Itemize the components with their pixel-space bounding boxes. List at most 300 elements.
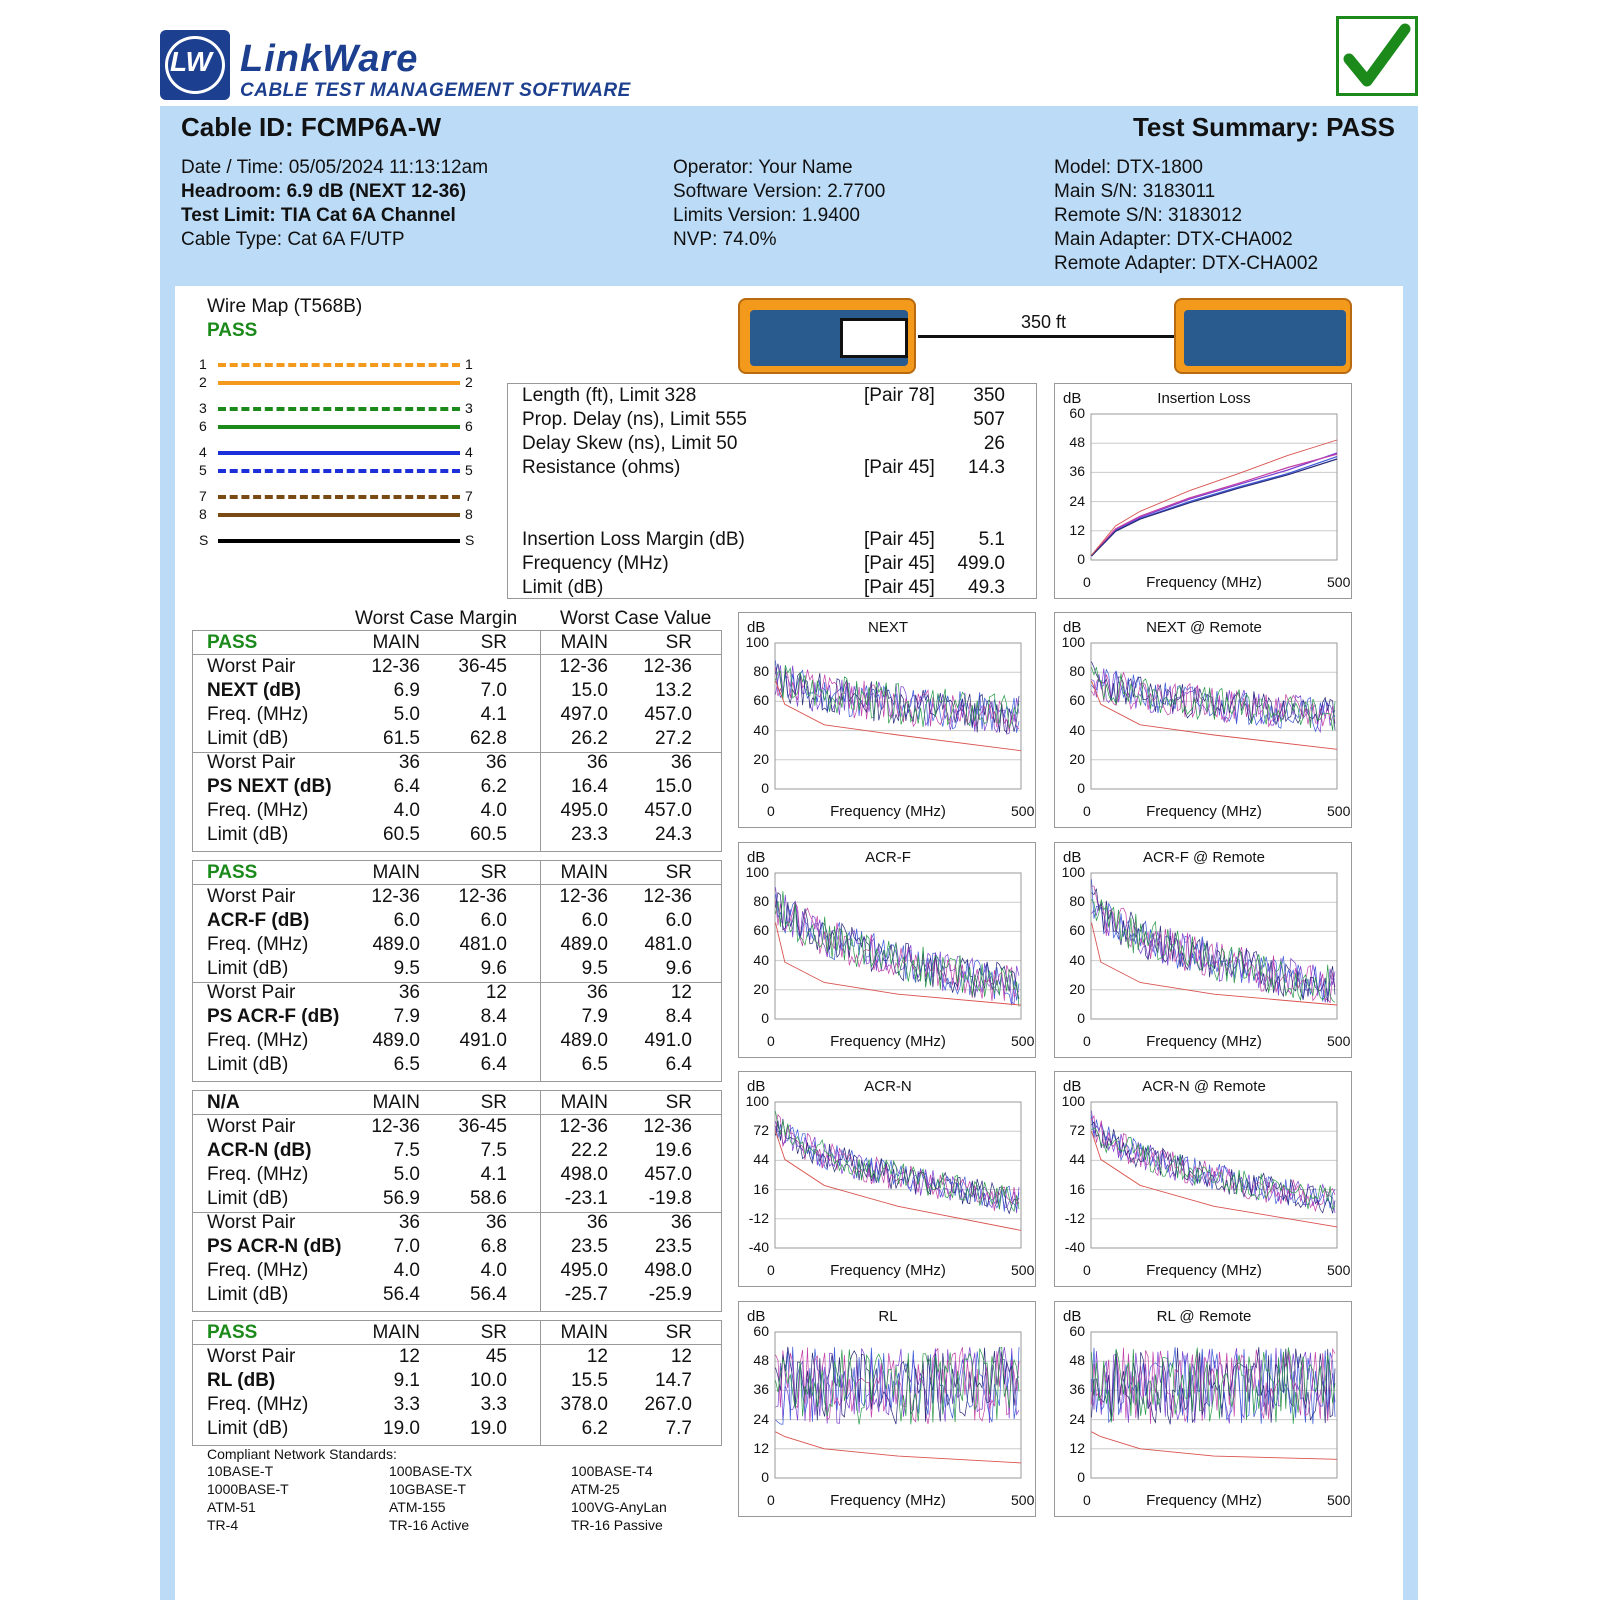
wire-line xyxy=(218,363,460,367)
table-cell: 12-36 xyxy=(371,1116,420,1137)
table-cell: 24.3 xyxy=(655,824,692,845)
y-tick-label: 100 xyxy=(745,1093,769,1109)
x-tick-label: 500 xyxy=(1011,1492,1035,1508)
table-cell: 22.2 xyxy=(571,1140,608,1161)
limits-version: Limits Version: 1.9400 xyxy=(673,205,860,226)
wire-pin-right: 8 xyxy=(465,506,473,522)
chart-panel xyxy=(1054,1301,1352,1517)
row-label: Worst Pair xyxy=(207,656,296,677)
table-cell: 12-36 xyxy=(458,886,507,907)
table-cell: 6.5 xyxy=(393,1054,420,1075)
wire-pin-right: 5 xyxy=(465,462,473,478)
y-tick-label: 16 xyxy=(753,1180,769,1197)
column-header: MAIN xyxy=(372,862,420,883)
chart-title: RL xyxy=(878,1308,898,1325)
y-tick-label: 72 xyxy=(753,1122,769,1139)
table-cell: 4.0 xyxy=(393,800,420,821)
data-series-line xyxy=(776,1121,1020,1213)
y-tick-label: 40 xyxy=(1069,721,1085,738)
y-tick-label: -40 xyxy=(748,1239,769,1255)
table-cell: 498.0 xyxy=(644,1260,692,1281)
x-tick-label: 0 xyxy=(767,1033,775,1049)
table-cell: 36 xyxy=(485,1212,507,1233)
wiremap-status: PASS xyxy=(207,320,258,341)
stat-value: 14.3 xyxy=(968,457,1005,478)
chart-plot xyxy=(1055,384,1353,600)
chart-ylabel: dB xyxy=(747,849,766,866)
stat-value: 507 xyxy=(973,409,1005,430)
table-cell: 9.6 xyxy=(665,958,692,979)
table-cell: 23.5 xyxy=(571,1236,608,1257)
x-tick-label: 500 xyxy=(1327,803,1351,819)
table-cell: 6.2 xyxy=(480,776,507,797)
table-cell: 6.4 xyxy=(393,776,420,797)
y-tick-label: 36 xyxy=(1069,1381,1085,1398)
data-series-line xyxy=(1092,453,1338,556)
stat-label: Resistance (ohms) xyxy=(522,457,681,478)
row-label: Limit (dB) xyxy=(207,1188,289,1209)
standard-item: TR-4 xyxy=(207,1517,239,1533)
table-cell: 19.0 xyxy=(470,1418,507,1439)
wire-pin-right: 7 xyxy=(465,488,473,504)
row-label: Limit (dB) xyxy=(207,1418,289,1439)
table-cell: 12-36 xyxy=(559,886,608,907)
wire-pin-right: 2 xyxy=(465,374,473,390)
info-column-2 xyxy=(673,156,885,252)
column-header: SR xyxy=(480,632,507,653)
table-cell: 27.2 xyxy=(655,728,692,749)
y-tick-label: 100 xyxy=(745,864,769,880)
stat-value: 350 xyxy=(973,385,1005,406)
y-tick-label: 60 xyxy=(753,692,769,709)
table-cell: 6.4 xyxy=(480,1054,507,1075)
y-tick-label: 60 xyxy=(753,1323,769,1339)
headroom: Headroom: 6.9 dB (NEXT 12-36) xyxy=(181,181,467,202)
wire-line xyxy=(218,407,460,411)
model: Model: DTX-1800 xyxy=(1054,157,1203,178)
table-cell: 56.9 xyxy=(383,1188,420,1209)
chart-xlabel: Frequency (MHz) xyxy=(1146,1262,1262,1279)
table-cell: 12-36 xyxy=(643,886,692,907)
y-tick-label: 80 xyxy=(1069,663,1085,680)
table-cell: 6.5 xyxy=(581,1054,608,1075)
chart-plot xyxy=(1055,843,1353,1059)
table-cell: 12-36 xyxy=(371,656,420,677)
table-cell: 5.0 xyxy=(393,704,420,725)
y-tick-label: 40 xyxy=(1069,951,1085,968)
x-tick-label: 0 xyxy=(767,1262,775,1278)
column-header: MAIN xyxy=(560,862,608,883)
worst-case-margin-header: Worst Case Margin xyxy=(355,608,518,629)
table-cell: 457.0 xyxy=(644,704,692,725)
wire-pin-left: S xyxy=(199,532,209,548)
table-cell: 60.5 xyxy=(470,824,507,845)
table-cell: 491.0 xyxy=(459,1030,507,1051)
table-cell: 4.0 xyxy=(480,800,507,821)
y-tick-label: 16 xyxy=(1069,1180,1085,1197)
chart-panel xyxy=(1054,842,1352,1058)
info-column-3 xyxy=(1054,156,1318,276)
y-tick-label: 36 xyxy=(1069,463,1085,480)
limit-line xyxy=(1092,440,1338,555)
wire-line xyxy=(218,469,460,473)
standard-item: ATM-155 xyxy=(389,1499,446,1515)
logo-badge-text: LW xyxy=(170,46,212,77)
chart-xlabel: Frequency (MHz) xyxy=(1146,574,1262,591)
chart-ylabel: dB xyxy=(1063,619,1082,636)
y-tick-label: 60 xyxy=(1069,405,1085,421)
y-tick-label: 80 xyxy=(753,893,769,910)
column-header: MAIN xyxy=(560,1092,608,1113)
row-label: Worst Pair xyxy=(207,752,296,773)
table-cell: 7.5 xyxy=(393,1140,420,1161)
main-adapter: Main Adapter: DTX-CHA002 xyxy=(1054,229,1293,250)
table-cell: 36 xyxy=(398,752,420,773)
standard-item: ATM-51 xyxy=(207,1499,256,1515)
table-cell: 23.3 xyxy=(571,824,608,845)
chart-panel xyxy=(738,612,1036,828)
row-label: Freq. (MHz) xyxy=(207,800,309,821)
y-tick-label: 24 xyxy=(1069,492,1085,509)
table-cell: 4.1 xyxy=(480,1164,507,1185)
table-cell: 12-36 xyxy=(559,656,608,677)
table-cell: 36 xyxy=(398,982,420,1003)
chart-title: NEXT xyxy=(867,619,908,636)
x-tick-label: 500 xyxy=(1011,803,1035,819)
chart-ylabel: dB xyxy=(747,1078,766,1095)
wire-line xyxy=(218,495,460,499)
nvp: NVP: 74.0% xyxy=(673,229,777,250)
table-cell: 9.5 xyxy=(581,958,608,979)
table-cell: 10.0 xyxy=(470,1370,507,1391)
y-tick-label: 60 xyxy=(1069,922,1085,939)
wire-pin-left: 3 xyxy=(199,400,207,416)
table-cell: 3.3 xyxy=(393,1394,420,1415)
x-tick-label: 0 xyxy=(1083,1033,1091,1049)
table-cell: 5.0 xyxy=(393,1164,420,1185)
column-header: SR xyxy=(665,1322,692,1343)
table-cell: 13.2 xyxy=(655,680,692,701)
chart-panel xyxy=(1054,612,1352,828)
stat-label: Limit (dB) xyxy=(522,577,604,598)
standard-item: 1000BASE-T xyxy=(207,1481,289,1497)
x-tick-label: 0 xyxy=(1083,803,1091,819)
pass-check-icon xyxy=(1336,16,1418,96)
test-limit: Test Limit: TIA Cat 6A Channel xyxy=(181,205,456,226)
row-label: Worst Pair xyxy=(207,982,296,1003)
stat-pair: [Pair 45] xyxy=(864,553,935,574)
data-series-line xyxy=(776,1124,1020,1212)
y-tick-label: 0 xyxy=(1077,1469,1085,1485)
table-cell: 12-36 xyxy=(371,886,420,907)
stat-label: Length (ft), Limit 328 xyxy=(522,385,697,406)
table-cell: 23.5 xyxy=(655,1236,692,1257)
section-status: N/A xyxy=(207,1092,240,1113)
cable-id: Cable ID: FCMP6A-W xyxy=(181,112,441,142)
y-tick-label: 44 xyxy=(1069,1151,1085,1168)
test-summary: Test Summary: PASS xyxy=(1132,112,1395,142)
cable-length-label: 350 ft xyxy=(1021,312,1067,332)
y-tick-label: 36 xyxy=(753,1381,769,1398)
chart-title: ACR-N xyxy=(864,1078,912,1095)
wire-pin-left: 6 xyxy=(199,418,207,434)
standard-item: 100BASE-T4 xyxy=(571,1463,653,1479)
data-series-line xyxy=(1092,459,1338,556)
wire-pin-left: 8 xyxy=(199,506,207,522)
y-tick-label: 24 xyxy=(1069,1410,1085,1427)
x-tick-label: 500 xyxy=(1327,1262,1351,1278)
table-cell: 7.9 xyxy=(581,1006,608,1027)
y-tick-label: 44 xyxy=(753,1151,769,1168)
y-tick-label: 0 xyxy=(761,780,769,796)
chart-ylabel: dB xyxy=(1063,849,1082,866)
chart-title: ACR-F @ Remote xyxy=(1143,849,1265,866)
y-tick-label: 20 xyxy=(753,750,769,767)
date-time: Date / Time: 05/05/2024 11:13:12am xyxy=(181,157,489,178)
table-cell: 15.5 xyxy=(571,1370,608,1391)
chart-plot xyxy=(739,1072,1037,1288)
table-cell: 16.4 xyxy=(571,776,608,797)
y-tick-label: 80 xyxy=(1069,893,1085,910)
column-header: MAIN xyxy=(372,632,420,653)
y-tick-label: 40 xyxy=(753,721,769,738)
table-cell: 36 xyxy=(586,982,608,1003)
row-label: RL (dB) xyxy=(207,1370,276,1391)
y-tick-label: -40 xyxy=(1064,1239,1085,1255)
wire-line xyxy=(218,539,460,543)
chart-title: NEXT @ Remote xyxy=(1146,619,1262,636)
data-series-line xyxy=(1092,457,1338,556)
row-label: Freq. (MHz) xyxy=(207,1030,309,1051)
chart-ylabel: dB xyxy=(1063,1308,1082,1325)
data-series-line xyxy=(1092,1128,1336,1209)
stat-value: 26 xyxy=(983,433,1005,454)
table-cell: 267.0 xyxy=(644,1394,692,1415)
plot-frame xyxy=(775,873,1021,1019)
chart-panel xyxy=(738,1071,1036,1287)
wire-pin-left: 5 xyxy=(199,462,207,478)
row-label: PS ACR-N (dB) xyxy=(207,1236,342,1257)
chart-panel xyxy=(738,842,1036,1058)
chart-title: Insertion Loss xyxy=(1157,390,1251,407)
table-cell: 15.0 xyxy=(655,776,692,797)
table-cell: 12 xyxy=(670,1346,692,1367)
y-tick-label: 72 xyxy=(1069,1122,1085,1139)
table-cell: 12 xyxy=(398,1346,420,1367)
table-cell: 12-36 xyxy=(643,1116,692,1137)
table-cell: 6.9 xyxy=(393,680,420,701)
table-cell: 36 xyxy=(586,1212,608,1233)
row-label: Limit (dB) xyxy=(207,1054,289,1075)
stat-pair: [Pair 45] xyxy=(864,577,935,598)
chart-ylabel: dB xyxy=(747,1308,766,1325)
y-tick-label: 0 xyxy=(761,1469,769,1485)
stat-label: Prop. Delay (ns), Limit 555 xyxy=(522,409,747,430)
table-cell: 12 xyxy=(485,982,507,1003)
chart-ylabel: dB xyxy=(1063,390,1082,407)
table-cell: -23.1 xyxy=(564,1188,608,1209)
row-label: NEXT (dB) xyxy=(207,680,301,701)
x-tick-label: 0 xyxy=(1083,1262,1091,1278)
table-cell: -25.9 xyxy=(648,1284,692,1305)
x-tick-label: 0 xyxy=(1083,1492,1091,1508)
table-cell: 495.0 xyxy=(560,1260,608,1281)
table-cell: 6.0 xyxy=(665,910,692,931)
row-label: ACR-F (dB) xyxy=(207,910,310,931)
data-series-line xyxy=(776,1119,1020,1214)
chart-title: ACR-F xyxy=(865,849,911,866)
table-cell: 9.5 xyxy=(393,958,420,979)
row-label: ACR-N (dB) xyxy=(207,1140,312,1161)
y-tick-label: 60 xyxy=(1069,692,1085,709)
y-tick-label: 20 xyxy=(1069,750,1085,767)
chart-plot xyxy=(739,1302,1037,1518)
row-label: Freq. (MHz) xyxy=(207,1394,309,1415)
standard-item: TR-16 Active xyxy=(389,1517,470,1533)
y-tick-label: 12 xyxy=(1069,521,1085,538)
y-tick-label: 48 xyxy=(753,1352,769,1369)
chart-xlabel: Frequency (MHz) xyxy=(830,803,946,820)
table-cell: 19.6 xyxy=(655,1140,692,1161)
table-cell: 6.8 xyxy=(480,1236,507,1257)
y-tick-label: 20 xyxy=(1069,980,1085,997)
stat-pair: [Pair 78] xyxy=(864,385,935,406)
data-series-line xyxy=(1092,1122,1336,1213)
wiremap-title: Wire Map (T568B) xyxy=(207,296,363,317)
standard-item: 100BASE-TX xyxy=(389,1463,473,1479)
y-tick-label: 48 xyxy=(1069,1352,1085,1369)
column-header: MAIN xyxy=(372,1092,420,1113)
table-cell: 36 xyxy=(398,1212,420,1233)
y-tick-label: 100 xyxy=(745,634,769,650)
column-header: SR xyxy=(665,632,692,653)
chart-title: RL @ Remote xyxy=(1156,1308,1252,1325)
wire-pin-left: 2 xyxy=(199,374,207,390)
wire-line xyxy=(218,513,460,517)
worst-case-value-header: Worst Case Value xyxy=(560,608,712,629)
table-cell: 4.0 xyxy=(480,1260,507,1281)
table-cell: 45 xyxy=(485,1346,507,1367)
table-cell: 8.4 xyxy=(665,1006,692,1027)
chart-plot xyxy=(1055,613,1353,829)
chart-plot xyxy=(1055,1302,1353,1518)
cable-type: Cable Type: Cat 6A F/UTP xyxy=(181,229,405,250)
y-tick-label: 80 xyxy=(753,663,769,680)
column-header: SR xyxy=(665,862,692,883)
chart-xlabel: Frequency (MHz) xyxy=(1146,803,1262,820)
table-cell: 8.4 xyxy=(480,1006,507,1027)
standard-item: 10BASE-T xyxy=(207,1463,274,1479)
chart-xlabel: Frequency (MHz) xyxy=(830,1033,946,1050)
table-cell: 36 xyxy=(485,752,507,773)
table-cell: 7.0 xyxy=(393,1236,420,1257)
row-label: Worst Pair xyxy=(207,886,296,907)
table-cell: 36 xyxy=(670,752,692,773)
header-divider xyxy=(192,1344,722,1345)
row-label: Limit (dB) xyxy=(207,824,289,845)
row-label: Freq. (MHz) xyxy=(207,934,309,955)
wire-pin-left: 7 xyxy=(199,488,207,504)
table-cell: -25.7 xyxy=(564,1284,608,1305)
row-label: Freq. (MHz) xyxy=(207,1260,309,1281)
data-series-line xyxy=(776,887,1020,1003)
table-cell: 4.1 xyxy=(480,704,507,725)
logo-subtitle: CABLE TEST MANAGEMENT SOFTWARE xyxy=(240,80,631,101)
table-cell: 36-45 xyxy=(458,1116,507,1137)
stat-value: 5.1 xyxy=(978,529,1005,550)
y-tick-label: 48 xyxy=(1069,434,1085,451)
table-cell: 58.6 xyxy=(470,1188,507,1209)
table-cell: 3.3 xyxy=(480,1394,507,1415)
chart-xlabel: Frequency (MHz) xyxy=(830,1262,946,1279)
table-cell: 12 xyxy=(670,982,692,1003)
x-tick-label: 500 xyxy=(1327,574,1351,590)
section-status: PASS xyxy=(207,862,258,883)
chart-ylabel: dB xyxy=(1063,1078,1082,1095)
y-tick-label: 0 xyxy=(1077,1010,1085,1026)
table-cell: 19.0 xyxy=(383,1418,420,1439)
table-cell: 61.5 xyxy=(383,728,420,749)
table-cell: 457.0 xyxy=(644,1164,692,1185)
section-status: PASS xyxy=(207,632,258,653)
chart-xlabel: Frequency (MHz) xyxy=(1146,1033,1262,1050)
x-tick-label: 500 xyxy=(1011,1033,1035,1049)
chart-xlabel: Frequency (MHz) xyxy=(830,1492,946,1509)
column-header: MAIN xyxy=(560,1322,608,1343)
table-cell: 60.5 xyxy=(383,824,420,845)
table-cell: 489.0 xyxy=(372,934,420,955)
info-column-1 xyxy=(181,156,488,252)
row-label: Worst Pair xyxy=(207,1116,296,1137)
operator: Operator: Your Name xyxy=(673,157,853,178)
table-cell: 491.0 xyxy=(644,1030,692,1051)
software-version: Software Version: 2.7700 xyxy=(673,181,886,202)
y-tick-label: 60 xyxy=(753,922,769,939)
standard-item: TR-16 Passive xyxy=(571,1517,663,1533)
y-tick-label: -12 xyxy=(748,1209,769,1226)
chart-panel xyxy=(738,1301,1036,1517)
wire-line xyxy=(218,381,460,385)
column-header: SR xyxy=(480,1092,507,1113)
logo-title: LinkWare xyxy=(240,38,419,80)
wire-pin-right: 4 xyxy=(465,444,473,460)
table-cell: 378.0 xyxy=(560,1394,608,1415)
table-cell: 495.0 xyxy=(560,800,608,821)
wire-line xyxy=(218,425,460,429)
y-tick-label: 40 xyxy=(753,951,769,968)
row-label: Freq. (MHz) xyxy=(207,704,309,725)
remote-adapter: Remote Adapter: DTX-CHA002 xyxy=(1054,253,1319,274)
y-tick-label: 0 xyxy=(1077,780,1085,796)
table-cell: 6.0 xyxy=(480,910,507,931)
data-series-line xyxy=(776,893,1020,999)
row-label: Limit (dB) xyxy=(207,1284,289,1305)
table-cell: 14.7 xyxy=(655,1370,692,1391)
y-tick-label: 60 xyxy=(1069,1323,1085,1339)
stat-label: Delay Skew (ns), Limit 50 xyxy=(522,433,738,454)
table-cell: 7.7 xyxy=(665,1418,692,1439)
table-cell: 7.5 xyxy=(480,1140,507,1161)
table-cell: 481.0 xyxy=(644,934,692,955)
table-cell: 9.6 xyxy=(480,958,507,979)
table-cell: 7.0 xyxy=(480,680,507,701)
column-header: SR xyxy=(480,1322,507,1343)
chart-panel xyxy=(1054,1071,1352,1287)
chart-panel xyxy=(1054,383,1352,599)
table-cell: 7.9 xyxy=(393,1006,420,1027)
table-cell: 6.0 xyxy=(581,910,608,931)
cable-line xyxy=(918,335,1174,338)
